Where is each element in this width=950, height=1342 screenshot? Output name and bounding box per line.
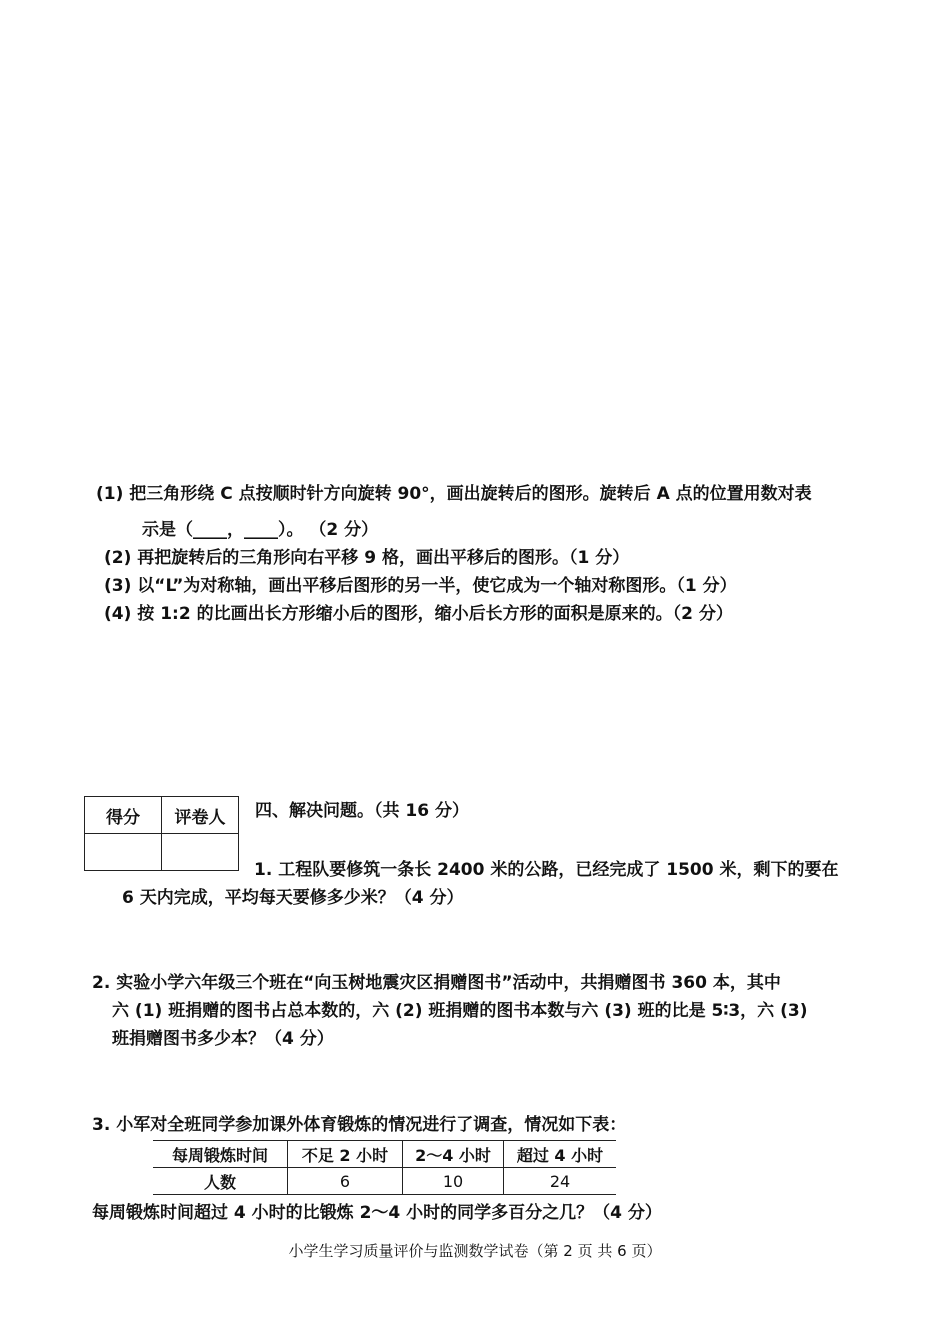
table-header-cell: 2～4 小时: [403, 1141, 504, 1168]
question-4: (4) 按 1:2 的比画出长方形缩小后的图形，缩小后长方形的面积是原来的。（2 分）: [104, 604, 733, 624]
grader-label: 评卷人: [162, 797, 239, 834]
table-header-row: [153, 1141, 616, 1168]
table-header-cell: 每周锻炼时间: [153, 1141, 288, 1168]
problem-3-question: 每周锻炼时间超过 4 小时的比锻炼 2～4 小时的同学多百分之几？（4 分）: [92, 1203, 662, 1223]
table-row: [153, 1168, 616, 1195]
problem-2-line-3: 班捐赠图书多少本？（4 分）: [112, 1029, 334, 1049]
section-4-title: 四、解决问题。（共 16 分）: [255, 801, 469, 821]
question-1-line-1: (1) 把三角形绕 C 点按顺时针方向旋转 90°，画出旋转后的图形。旋转后 A 点的位置用数对表: [96, 484, 812, 504]
table-header-cell: 超过 4 小时: [504, 1141, 617, 1168]
table-cell: 人数: [153, 1168, 288, 1195]
problem-2-line-2: 六 (1) 班捐赠的图书占总本数的，六 (2) 班捐赠的图书本数与六 (3) 班的比是 5∶3，六 (3): [112, 1001, 808, 1021]
page-footer: 小学生学习质量评价与监测数学试卷（第 2 页 共 6 页）: [288, 1242, 662, 1260]
problem-1-line-1: 1. 工程队要修筑一条长 2400 米的公路，已经完成了 1500 米，剩下的要在: [254, 860, 839, 880]
question-3: (3) 以“L”为对称轴，画出平移后图形的另一半，使它成为一个轴对称图形。（1 分）: [104, 576, 737, 596]
problem-2-line-1: 2. 实验小学六年级三个班在“向玉树地震灾区捐赠图书”活动中，共捐赠图书 360 本，其中: [92, 973, 781, 993]
score-label: 得分: [85, 797, 162, 834]
question-2: (2) 再把旋转后的三角形向右平移 9 格，画出平移后的图形。（1 分）: [104, 548, 630, 568]
problem-1-line-2: 6 天内完成，平均每天要修多少米？（4 分）: [122, 888, 464, 908]
question-1-line-2: 示是（____，____）。 （2 分）: [142, 520, 379, 540]
table-header-cell: 不足 2 小时: [288, 1141, 403, 1168]
score-cell[interactable]: [85, 834, 162, 871]
table-cell: 6: [288, 1168, 403, 1195]
table-cell: 24: [504, 1168, 617, 1195]
exercise-table: [153, 1140, 616, 1195]
score-box: [84, 796, 239, 871]
grader-cell[interactable]: [162, 834, 239, 871]
problem-3-intro: 3. 小军对全班同学参加课外体育锻炼的情况进行了调查，情况如下表：: [92, 1115, 627, 1135]
table-cell: 10: [403, 1168, 504, 1195]
